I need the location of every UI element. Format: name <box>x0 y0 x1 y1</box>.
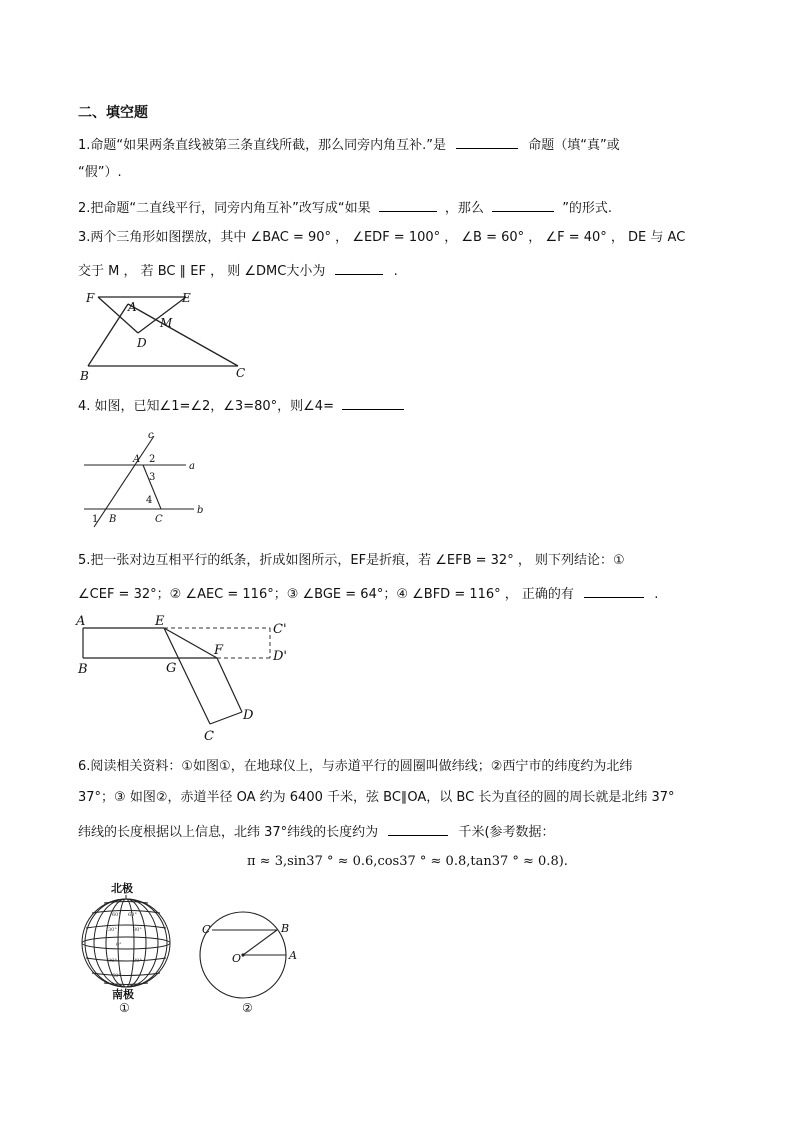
q5-label-g: G <box>166 661 177 676</box>
q4-label-2: 2 <box>149 454 156 465</box>
q4-label-c-point: C <box>155 514 163 525</box>
q6-line1: 6.阅读相关资料：①如图①，在地球仪上，与赤道平行的圆圈叫做纬线；②西宁市的纬度约为北纬 <box>78 759 633 774</box>
q5-text-b: . <box>654 587 659 602</box>
q3-label-b: B <box>80 369 89 383</box>
q5-label-b: B <box>78 662 88 677</box>
circle-figure-number: ② <box>242 1001 253 1015</box>
q3-text-a: 交于 M ， 若 BC ∥ EF ， 则 ∠DMC大小为 <box>78 264 326 279</box>
q6-reference-data: π ≈ 3,sin37 ° ≈ 0.6,cos37 ° ≈ 0.8,tan37 ° ≈ 0.8). <box>247 854 568 869</box>
q3-line1: 3.两个三角形如图摆放，其中 ∠BAC = 90° ， ∠EDF = 100° ， ∠B = 60° ， ∠F = 40° ， DE 与 AC <box>78 230 686 245</box>
section-title: 二、填空题 <box>78 105 148 121</box>
q5-label-d1: D' <box>273 649 287 664</box>
circle-label-c: C <box>202 923 211 936</box>
q4-label-3: 3 <box>149 472 156 483</box>
q1-text-a: 1.命题“如果两条直线被第三条直线所截，那么同旁内角互补.”是 <box>78 138 447 153</box>
q4-label-a-line: a <box>189 461 195 472</box>
q4-label-c-line: c <box>148 430 154 441</box>
q1-text-b: 命题（填“真”或 <box>528 138 620 153</box>
q6-text-a: 纬线的长度根据以上信息，北纬 37°纬线的长度约为 <box>78 825 379 840</box>
globe-north-label: 北极 <box>111 882 133 895</box>
svg-text:60°: 60° <box>112 973 121 979</box>
q2-text-b: ，那么 <box>444 201 484 216</box>
q4-label-b-point: B <box>109 514 117 525</box>
q1-line2: “假”）. <box>78 165 122 180</box>
q3-label-f: F <box>86 291 95 305</box>
q6-line2: 37°；③ 如图②，赤道半径 OA 约为 6400 千米，弦 BC∥OA，以 BC 长为直径的圆的周长就是北纬 37° <box>78 790 675 805</box>
q4-text: 4. 如图，已知∠1=∠2，∠3=80°，则∠4= <box>78 399 334 414</box>
svg-text:30°: 30° <box>133 927 142 933</box>
q2-text-c: ”的形式. <box>562 201 613 216</box>
q4-label-b-line: b <box>197 505 204 516</box>
circle-label-b: B <box>281 922 290 935</box>
q3-text-b: . <box>393 264 398 279</box>
q3-label-d: D <box>137 336 147 350</box>
q4-label-1: 1 <box>92 514 99 525</box>
q4-label-a-point: A <box>133 454 141 465</box>
q3-label-m: M <box>160 316 173 330</box>
q3-label-a: A <box>128 300 137 314</box>
q5-label-e: E <box>155 614 165 629</box>
svg-text:30°: 30° <box>133 958 142 964</box>
q5-label-c1: C' <box>273 622 287 637</box>
q4-label-4: 4 <box>146 495 153 506</box>
globe-south-label: 南极 <box>112 988 134 1001</box>
globe-figure-number: ① <box>119 1001 130 1015</box>
q5-label-c: C <box>204 729 214 744</box>
q2-text-a: 2.把命题“二直线平行，同旁内角互补”改写成“如果 <box>78 201 371 216</box>
circle-label-o: O <box>232 952 242 965</box>
q5-line1: 5.把一张对边互相平行的纸条，折成如图所示，EF是折痕，若 ∠EFB = 32° ， 则下列结论：① <box>78 553 625 568</box>
q5-text-a: ∠CEF = 32°；② ∠AEC = 116°；③ ∠BGE = 64°；④ ∠BFD = 116° ， 正确的有 <box>78 587 574 602</box>
svg-text:0°: 0° <box>116 942 122 948</box>
circle-label-a: A <box>289 949 297 962</box>
q5-label-f: F <box>214 643 224 658</box>
q3-label-c: C <box>236 366 246 380</box>
svg-text:30°: 30° <box>108 958 117 964</box>
svg-text:60°: 60° <box>112 912 121 918</box>
q6-text-b: 千米(参考数据： <box>458 825 555 840</box>
svg-text:30°: 30° <box>108 927 117 933</box>
q3-label-e: E <box>182 291 191 305</box>
svg-text:60°: 60° <box>128 912 137 918</box>
q5-label-a: A <box>76 614 86 629</box>
q5-label-d: D <box>243 708 254 723</box>
